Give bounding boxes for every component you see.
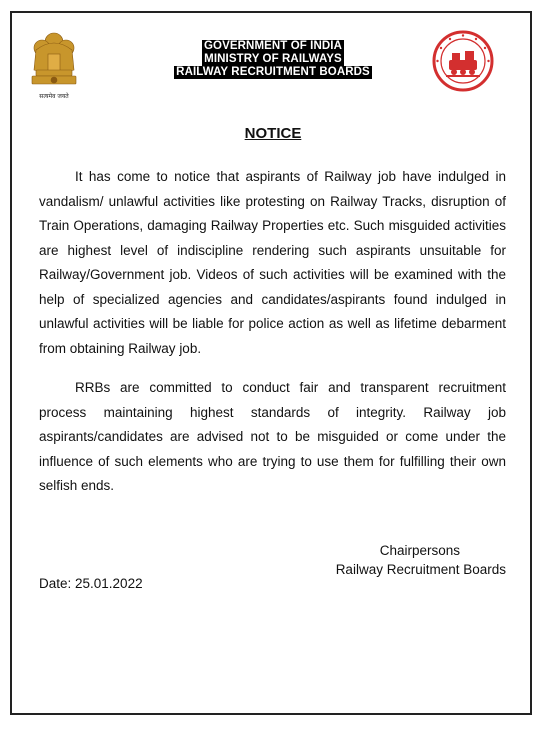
notice-paragraph-2: RRBs are committed to conduct fair and transparent recruitment process maintaining highest standards of integrity. Railway job aspirants/candidates are advised not to be misguided or come under the influence of such elements who are trying to use them for fulfilling their own selfish ends. xyxy=(39,380,506,493)
header-line-ministry: MINISTRY OF RAILWAYS xyxy=(204,53,342,65)
signature-title: Chairpersons xyxy=(379,543,460,558)
header-line-rrb: RAILWAY RECRUITMENT BOARDS xyxy=(176,66,370,78)
indian-railways-logo-icon xyxy=(432,30,494,92)
header-line-government: GOVERNMENT OF INDIA xyxy=(204,40,342,52)
signature-block xyxy=(336,541,506,579)
notice-date: Date: 25.01.2022 xyxy=(39,576,143,591)
signature-organization: Railway Recruitment Boards xyxy=(335,562,506,577)
notice-paragraph-1: It has come to notice that aspirants of Railway job have indulged in vandalism/ unlawful activities like protesting on Railway Tracks, disruption of Train Operations, damaging Railway Properties etc. Such misguided activities are highest level of indiscipline rendering such aspirants unsuitable for Railway/Government job. Videos of such activities will be examined with the help of specialized agencies and candidates/aspirants found indulged in unlawful activities will be liable for police action as well as lifetime debarment from obtaining Railway job. xyxy=(39,169,506,356)
emblem-caption: सत्यमेव जयते xyxy=(39,93,69,100)
document-border xyxy=(10,11,532,715)
notice-title: NOTICE xyxy=(244,125,302,142)
